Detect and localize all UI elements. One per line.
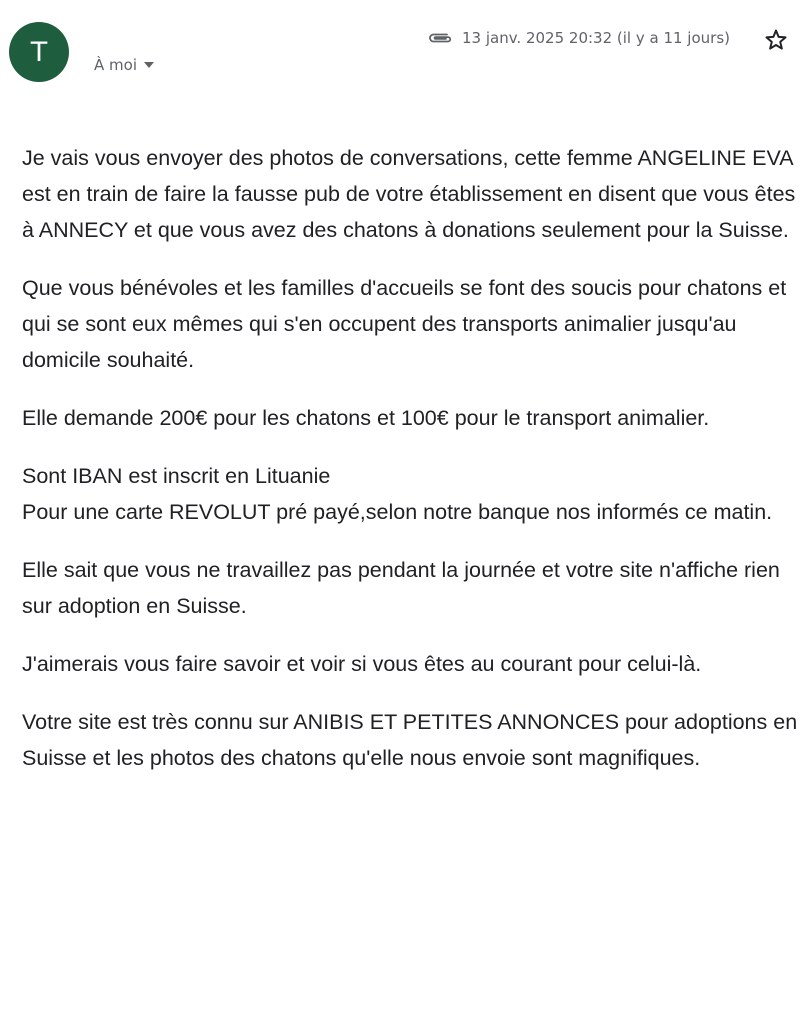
recipient-details-toggle[interactable] xyxy=(94,56,154,74)
message-paragraph: Elle demande 200€ pour les chatons et 100€ pour le transport animalier. xyxy=(22,406,710,430)
message-paragraph: J'aimerais vous faire savoir et voir si vous êtes au courant pour celui-là. xyxy=(22,652,702,676)
avatar-letter: T xyxy=(30,36,48,68)
message-paragraph: Elle sait que vous ne travaillez pas pendant la journée et votre site n'affiche rien sur adoption en Suisse. xyxy=(22,558,780,618)
star-icon[interactable] xyxy=(763,27,789,53)
message-paragraph: Que vous bénévoles et les familles d'accueils se font des soucis pour chatons et qui se sont eux mêmes qui s'en occupent des transports animalier jusqu'au domicile souhaité. xyxy=(22,276,787,372)
chevron-down-icon xyxy=(144,62,154,68)
message-body xyxy=(22,140,810,798)
message-paragraph: Votre site est très connu sur ANIBIS ET PETITES ANNONCES pour adoptions en Suisse et les photos des chatons qu'elle nous envoie sont magnifiques. xyxy=(22,710,798,770)
message-paragraph: Je vais vous envoyer des photos de conversations, cette femme ANGELINE EVA est en train de faire la fausse pub de votre établissement en disent que vous êtes à ANNECY et que vous avez des chatons à donations seulement pour la Suisse. xyxy=(22,146,796,242)
message-meta xyxy=(427,29,730,47)
sender-avatar[interactable] xyxy=(9,22,69,82)
message-paragraph: Sont IBAN est inscrit en Lituanie Pour une carte REVOLUT pré payé,selon notre banque nos informés ce matin. xyxy=(22,464,773,524)
recipient-label: À moi xyxy=(94,56,137,74)
paperclip-icon xyxy=(427,31,453,45)
message-date: 13 janv. 2025 20:32 (il y a 11 jours) xyxy=(461,29,730,47)
